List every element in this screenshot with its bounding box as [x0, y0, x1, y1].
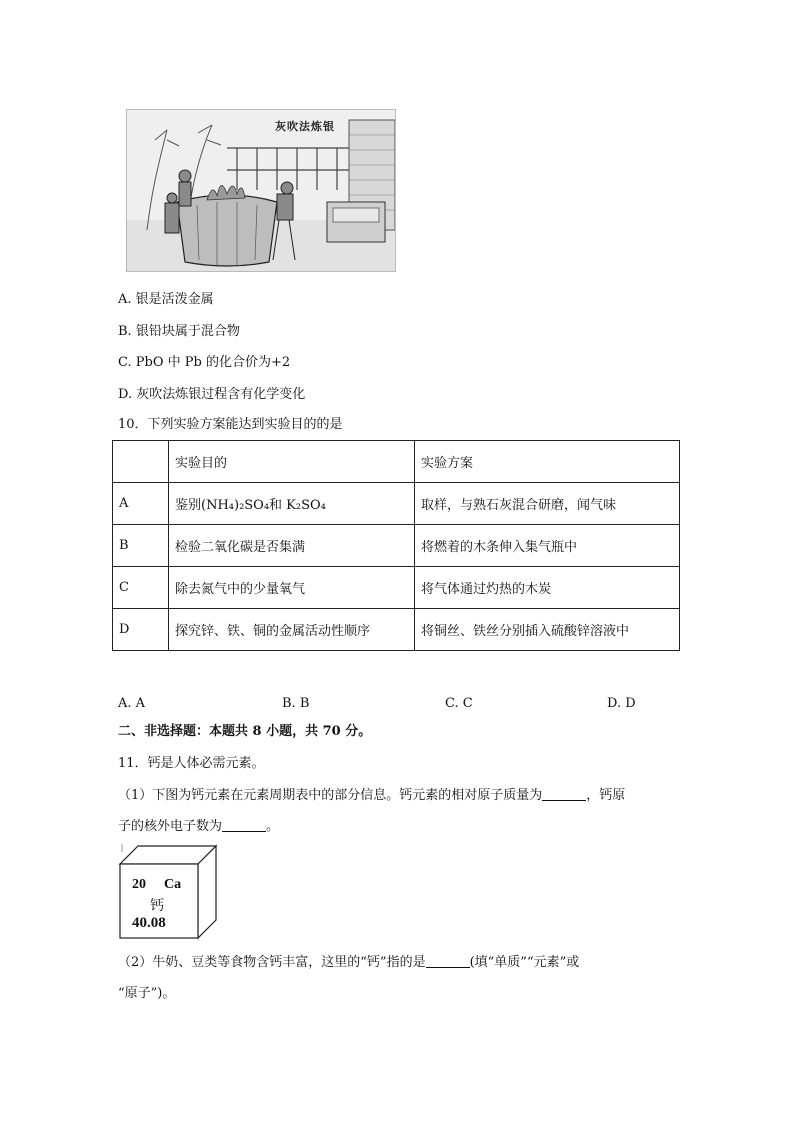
illustration-drawing	[127, 110, 395, 271]
row-goal: 检验二氧化碳是否集满	[169, 525, 415, 567]
table-row	[113, 609, 680, 651]
q10-choice-c: C. C	[445, 696, 473, 711]
row-goal: 探究锌、铁、铜的金属活动性顺序	[169, 609, 415, 651]
table-header-row	[113, 441, 680, 483]
element-number: 20	[132, 877, 146, 892]
q9-option-d: D. 灰吹法炼银过程含有化学变化	[118, 387, 306, 402]
q11-part2-text-a: （2）牛奶、豆类等食物含钙丰富，这里的“钙”指的是	[118, 955, 426, 970]
answer-blank-electrons[interactable]	[222, 819, 266, 832]
header-cell-plan: 实验方案	[415, 441, 680, 483]
row-plan: 将燃着的木条伸入集气瓶中	[415, 525, 680, 567]
row-plan: 取样，与熟石灰混合研磨，闻气味	[415, 483, 680, 525]
q11-part1-text-b: ，钙原	[586, 788, 626, 803]
q11-part1-text-c: 子的核外电子数为	[118, 819, 223, 834]
row-label: C	[113, 567, 169, 609]
table-row	[113, 525, 680, 567]
q11-part2-line1	[118, 954, 579, 972]
row-label: B	[113, 525, 169, 567]
experiment-table	[112, 440, 680, 651]
q10-choice-d: D. D	[607, 696, 636, 711]
q9-option-b: B. 银铅块属于混合物	[118, 324, 240, 339]
q11-part1-line2	[118, 818, 279, 836]
row-goal: 鉴别(NH₄)₂SO₄和 K₂SO₄	[169, 483, 415, 525]
q10-stem: 10．下列实验方案能达到实验目的的是	[118, 417, 343, 432]
table-row	[113, 483, 680, 525]
q10-choice-b: B. B	[282, 696, 310, 711]
q11-part2-text-b: (填“单质”“元素”或	[469, 955, 580, 970]
row-goal: 除去氮气中的少量氧气	[169, 567, 415, 609]
header-cell-goal: 实验目的	[169, 441, 415, 483]
answer-blank-calcium-meaning[interactable]	[426, 955, 470, 968]
element-symbol: Ca	[164, 877, 182, 892]
q11-part1-text-d: 。	[266, 819, 280, 834]
row-label: D	[113, 609, 169, 651]
q11-stem: 11．钙是人体必需元素。	[118, 756, 265, 771]
ash-blowing-silver-illustration	[126, 109, 396, 272]
q10-choice-a: A. A	[118, 696, 146, 711]
element-mass: 40.08	[132, 915, 166, 931]
header-cell-blank	[113, 441, 169, 483]
row-plan: 将铜丝、铁丝分别插入硫酸锌溶液中	[415, 609, 680, 651]
row-plan: 将气体通过灼热的木炭	[415, 567, 680, 609]
element-cube	[118, 844, 218, 940]
section-2-heading: 二、非选择题：本题共 8 小题，共 70 分。	[118, 724, 372, 739]
q11-part1-line1	[118, 787, 625, 805]
element-name: 钙	[150, 898, 164, 914]
q9-option-c: C. PbO 中 Pb 的化合价为+2	[118, 355, 291, 370]
q11-part1-text-a: （1）下图为钙元素在元素周期表中的部分信息。钙元素的相对原子质量为	[118, 788, 543, 803]
answer-blank-mass[interactable]	[542, 788, 586, 801]
q9-option-a: A. 银是活泼金属	[118, 292, 214, 307]
q11-part2-line2: “原子”)。	[118, 986, 176, 1001]
row-label: A	[113, 483, 169, 525]
illustration-title: 灰吹法炼银	[275, 120, 335, 133]
table-row	[113, 567, 680, 609]
